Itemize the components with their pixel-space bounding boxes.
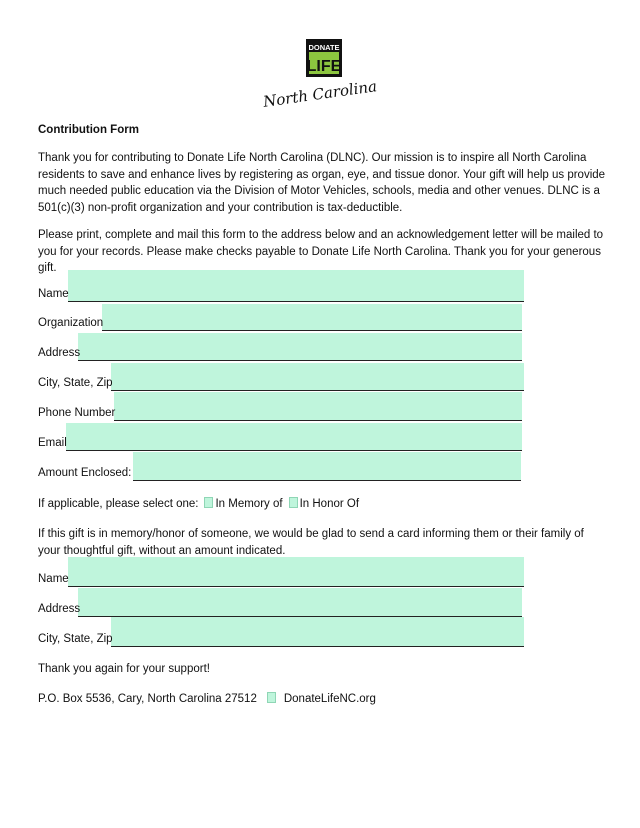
recipient-name-label: Name — [38, 573, 69, 585]
organization-label: Organization — [38, 317, 104, 329]
recipient-city-state-zip-label: City, State, Zip — [38, 633, 113, 645]
honor-note-paragraph: If this gift is in memory/honor of someone, we would be glad to send a card informing them or their family of your thoughtful gift, without an amount indicated. — [38, 528, 584, 557]
thank-you-text: Thank you again for your support! — [38, 663, 210, 675]
select-prompt: If applicable, please select one: — [38, 498, 199, 510]
logo-donate-text: DONATE — [308, 43, 340, 52]
email-line — [66, 450, 522, 451]
address-line — [78, 360, 522, 361]
in-memory-label: In Memory of — [215, 498, 283, 510]
logo-north-carolina-script: North Carolina — [262, 77, 378, 111]
logo-life-text: LIFE — [306, 58, 342, 75]
email-row — [38, 435, 522, 451]
in-honor-label: In Honor Of — [299, 498, 360, 510]
intro-paragraph: Thank you for contributing to Donate Life North Carolina (DLNC). Our mission is to inspire all North Carolina residents to save and enhance lives by registering as organ, eye, and tissue donor. Your gift will help us provide much needed public education via the Division of Motor Vehicles, schools, media and other venues. DLNC is a 501(c)(3) non-profit organization and your contribution is tax-deductible. — [38, 152, 606, 214]
recipient-address-row — [38, 601, 522, 617]
instructions-paragraph: Please print, complete and mail this form to the address below and an acknowledgement letter will be mailed to you for your records. Please make checks payable to Donate Life North Carolina. Thank you for your generous gift. — [38, 229, 604, 274]
recipient-name-line — [68, 586, 524, 587]
recipient-name-row — [38, 571, 524, 587]
organization-line — [102, 330, 522, 331]
email-label: Email — [38, 437, 67, 449]
name-line — [68, 301, 524, 302]
phone-number-line — [114, 420, 522, 421]
address-row — [38, 345, 522, 361]
recipient-city-state-zip-line — [111, 646, 524, 647]
name-label: Name — [38, 288, 69, 300]
form-title: Contribution Form — [38, 124, 139, 136]
recipient-address-label: Address — [38, 603, 81, 615]
in-memory-checkbox[interactable] — [204, 497, 213, 508]
in-honor-checkbox[interactable] — [289, 497, 298, 508]
website-link[interactable]: DonateLifeNC.org — [283, 693, 376, 705]
gift-type-selection — [38, 496, 359, 513]
city-state-zip-row — [38, 375, 524, 391]
city-state-zip-label: City, State, Zip — [38, 377, 113, 389]
phone-number-label: Phone Number — [38, 407, 116, 419]
footer-contact — [38, 691, 376, 708]
city-state-zip-line — [111, 390, 524, 391]
amount-enclosed-row — [38, 465, 521, 481]
amount-enclosed-line — [133, 480, 521, 481]
address-label: Address — [38, 347, 81, 359]
recipient-city-state-zip-row — [38, 631, 524, 647]
separator-box — [267, 692, 276, 703]
organization-row — [38, 315, 522, 331]
name-row — [38, 286, 524, 302]
mailing-address: P.O. Box 5536, Cary, North Carolina 27512 — [38, 693, 257, 705]
amount-enclosed-label: Amount Enclosed: — [38, 467, 132, 479]
donate-life-nc-logo — [262, 36, 378, 111]
phone-number-row — [38, 405, 522, 421]
